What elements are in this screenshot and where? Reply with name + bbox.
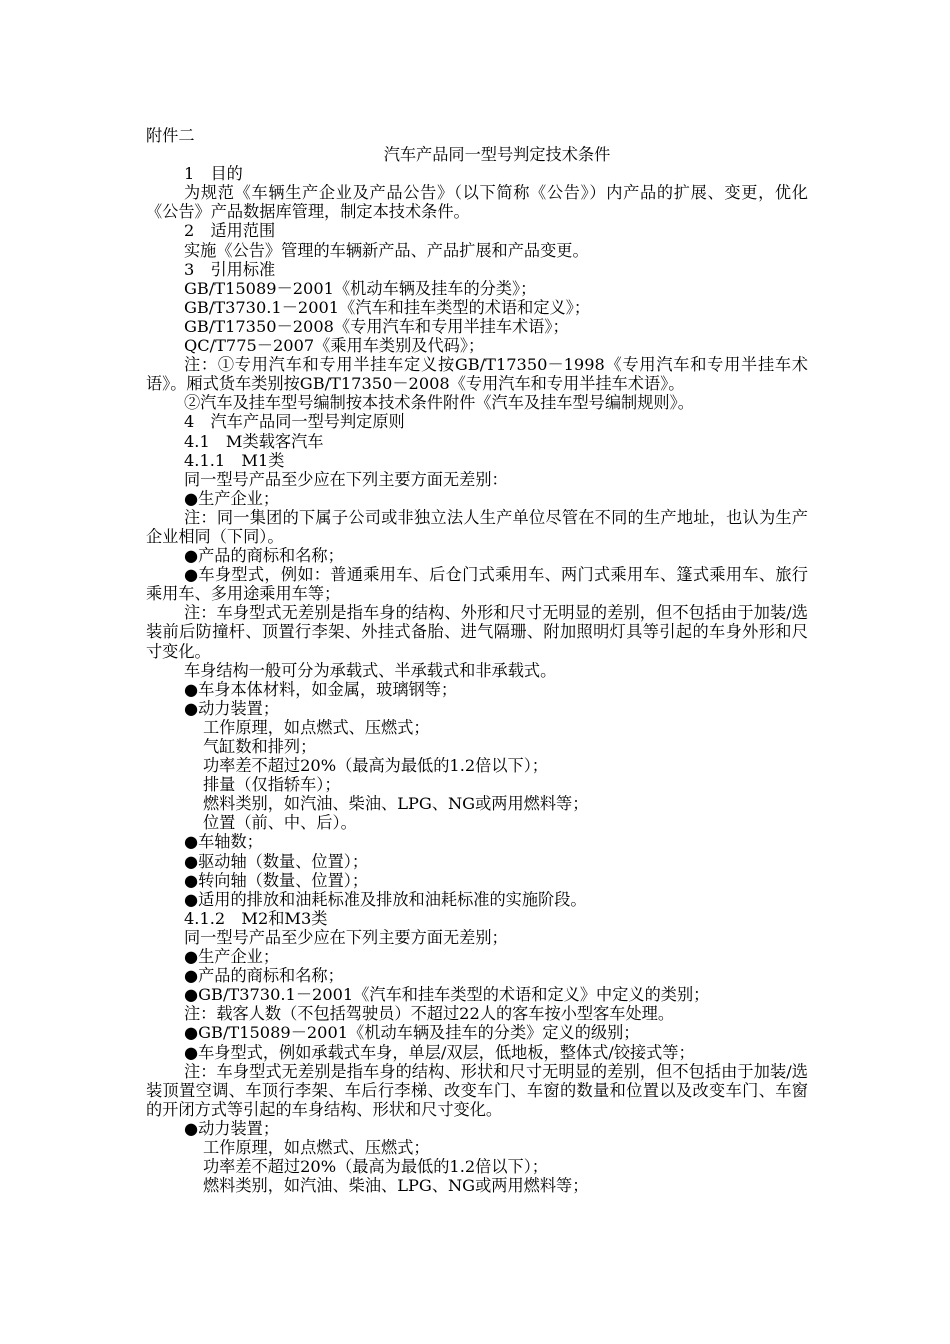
standard-reference: GB/T15089－2001《机动车辆及挂车的分类》； bbox=[184, 278, 537, 298]
standard-reference: GB/T3730.1－2001《汽车和挂车类型的术语和定义》； bbox=[184, 297, 590, 317]
sub-item: 气缸数和排列； bbox=[203, 737, 317, 756]
section-heading: 1 目的 bbox=[184, 164, 243, 184]
note-paragraph: 注：载客人数（不包括驾驶员）不超过22人的客车按小型客车处理。 bbox=[184, 1004, 675, 1024]
section-heading: 2 适用范围 bbox=[184, 221, 276, 241]
paragraph: 同一型号产品至少应在下列主要方面无差别； bbox=[184, 927, 508, 947]
attachment-label: 附件二 bbox=[146, 126, 195, 145]
section-heading: 3 引用标准 bbox=[184, 259, 276, 279]
bullet-item: ●生产企业； bbox=[184, 488, 280, 508]
bullet-item: ●生产企业； bbox=[184, 947, 280, 967]
sub-item: 工作原理，如点燃式、压燃式； bbox=[203, 1137, 430, 1157]
paragraph: 为规范《车辆生产企业及产品公告》（以下简称《公告》）内产品的扩展、变更，优化《公告》产品数据库管理，制定本技术条件。 bbox=[146, 183, 808, 222]
bullet-item: ●转向轴（数量、位置）； bbox=[184, 870, 369, 890]
subsection-heading: 4.1.2 M2和M3类 bbox=[184, 908, 328, 928]
note-paragraph: 注：车身型式无差别是指车身的结构、形状和尺寸无明显的差别，但不包括由于加装/选装顶置空调、车顶行李架、车后行李梯、改变车门、车窗的数量和位置以及改变车门、车窗的开闭方式等引起的车身结构、形状和尺寸变化。 bbox=[146, 1061, 808, 1119]
sub-item: 工作原理，如点燃式、压燃式； bbox=[203, 717, 430, 737]
bullet-item: ●产品的商标和名称； bbox=[184, 966, 344, 986]
standard-reference: QC/T775－2007《乘用车类别及代码》； bbox=[184, 336, 485, 356]
note-paragraph: 注：同一集团的下属子公司或非独立法人生产单位尽管在不同的生产地址，也认为生产企业相同（下同）。 bbox=[146, 507, 808, 546]
note-paragraph: 注：车身型式无差别是指车身的结构、外形和尺寸无明显的差别，但不包括由于加装/选装前后防撞杆、顶置行李架、外挂式备胎、进气隔珊、附加照明灯具等引起的车身外形和尺寸变化。 bbox=[146, 603, 808, 661]
sub-item: 功率差不超过20%（最高为最低的1.2倍以下）； bbox=[203, 1157, 548, 1177]
document-title: 汽车产品同一型号判定技术条件 bbox=[383, 145, 611, 165]
bullet-item: ●GB/T15089－2001《机动车辆及挂车的分类》定义的级别； bbox=[184, 1023, 640, 1043]
bullet-item: ●动力装置； bbox=[184, 698, 280, 718]
note-paragraph: 注：①专用汽车和专用半挂车定义按GB/T17350－1998《专用汽车和专用半挂车术语》。厢式货车类别按GB/T17350－2008《专用汽车和专用半挂车术语》。 bbox=[146, 355, 808, 394]
bullet-item: ●动力装置； bbox=[184, 1118, 280, 1138]
bullet-item: ●驱动轴（数量、位置）； bbox=[184, 851, 369, 871]
sub-item: 燃料类别，如汽油、柴油、LPG、NG或两用燃料等； bbox=[203, 794, 589, 814]
paragraph: 同一型号产品至少应在下列主要方面无差别： bbox=[184, 469, 508, 489]
bullet-item: ●车身本体材料，如金属，玻璃钢等； bbox=[184, 679, 458, 699]
paragraph: 实施《公告》管理的车辆新产品、产品扩展和产品变更。 bbox=[184, 240, 589, 260]
note-paragraph: ②汽车及挂车型号编制按本技术条件附件《汽车及挂车型号编制规则》。 bbox=[184, 393, 694, 413]
bullet-item: ●车轴数； bbox=[184, 832, 263, 852]
sub-item: 功率差不超过20%（最高为最低的1.2倍以下）； bbox=[203, 756, 548, 776]
sub-item: 燃料类别，如汽油、柴油、LPG、NG或两用燃料等； bbox=[203, 1176, 589, 1196]
section-heading: 4 汽车产品同一型号判定原则 bbox=[184, 412, 405, 432]
subsection-heading: 4.1 M类载客汽车 bbox=[184, 431, 324, 451]
bullet-item: ●车身型式，例如：普通乘用车、后仓门式乘用车、两门式乘用车、篷式乘用车、旅行乘用车、多用途乘用车等； bbox=[146, 565, 808, 604]
sub-item: 位置（前、中、后）。 bbox=[203, 813, 357, 833]
paragraph: 车身结构一般可分为承载式、半承载式和非承载式。 bbox=[184, 660, 557, 680]
document-body bbox=[146, 126, 808, 1195]
bullet-item: ●车身型式，例如承载式车身，单层/双层，低地板，整体式/铰接式等； bbox=[184, 1042, 695, 1062]
bullet-item: ●GB/T3730.1－2001《汽车和挂车类型的术语和定义》中定义的类别； bbox=[184, 985, 710, 1005]
standard-reference: GB/T17350－2008《专用汽车和专用半挂车术语》； bbox=[184, 316, 569, 336]
sub-item: 排量（仅指轿车）； bbox=[203, 775, 341, 795]
bullet-item: ●产品的商标和名称； bbox=[184, 546, 344, 566]
subsection-heading: 4.1.1 M1类 bbox=[184, 450, 285, 470]
bullet-item: ●适用的排放和油耗标准及排放和油耗标准的实施阶段。 bbox=[184, 889, 587, 909]
